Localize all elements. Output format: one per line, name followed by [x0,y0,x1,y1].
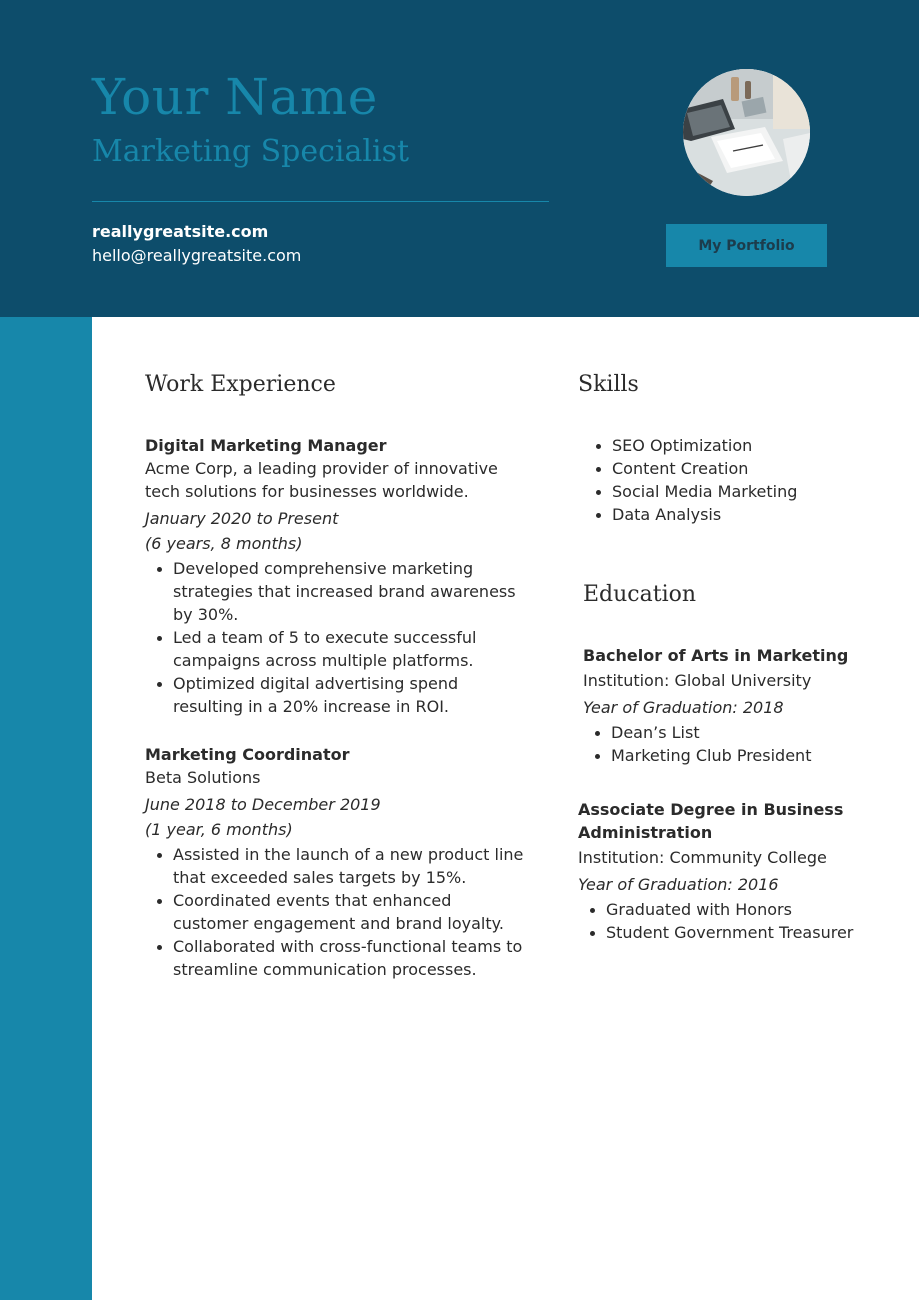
degree-title: Associate Degree in Business Administration [578,800,844,842]
job-role: Marketing Specialist [92,134,410,169]
list-item: Coordinated events that enhanced customer engagement and brand loyalty. [145,889,530,935]
list-item: Social Media Marketing [584,480,874,503]
job-dates: January 2020 to Present [145,509,339,528]
skills-bullets [584,434,874,526]
list-item: Assisted in the launch of a new product line that exceeded sales targets by 15%. [145,843,530,889]
job-company: Acme Corp, a leading provider of innovative tech solutions for businesses worldwide. [145,459,498,501]
list-item: Marketing Club President [583,744,873,767]
job-duration: (1 year, 6 months) [145,820,293,839]
degree-year: Year of Graduation: 2016 [578,875,779,894]
profile-photo [683,69,810,196]
work-experience-list [145,434,530,981]
degree-bullets [583,721,873,767]
job-entry [145,743,530,981]
degree-institution: Institution: Community College [578,848,827,867]
workspace-photo-icon [683,69,810,196]
list-item: Collaborated with cross-functional teams to streamline communication processes. [145,935,530,981]
list-item: Graduated with Honors [578,898,868,921]
list-item: Dean’s List [583,721,873,744]
list-item: Led a team of 5 to execute successful campaigns across multiple platforms. [145,626,530,672]
skills-heading: Skills [578,372,639,397]
list-item: Content Creation [584,457,874,480]
list-item: Data Analysis [584,503,874,526]
education-entry [578,798,868,944]
left-accent-bar [0,317,92,1300]
list-item: Optimized digital advertising spend resulting in a 20% increase in ROI. [145,672,530,718]
degree-year: Year of Graduation: 2018 [583,698,784,717]
portfolio-button[interactable]: My Portfolio [666,224,827,267]
list-item: Student Government Treasurer [578,921,868,944]
skills-list [584,434,874,526]
degree-title: Bachelor of Arts in Marketing [583,646,849,665]
job-title: Digital Marketing Manager [145,436,387,455]
job-bullets [145,557,530,718]
education-entry [583,644,873,767]
job-dates: June 2018 to December 2019 [145,795,381,814]
job-bullets [145,843,530,981]
email-link[interactable]: hello@reallygreatsite.com [92,246,302,265]
degree-bullets [578,898,868,944]
list-item: SEO Optimization [584,434,874,457]
education-heading: Education [583,582,697,607]
header-divider [92,201,549,202]
person-name: Your Name [92,68,378,126]
header-banner [0,0,919,317]
degree-institution: Institution: Global University [583,671,812,690]
job-entry [145,434,530,718]
list-item: Developed comprehensive marketing strategies that increased brand awareness by 30%. [145,557,530,626]
job-company: Beta Solutions [145,768,261,787]
website-link[interactable]: reallygreatsite.com [92,222,269,241]
work-experience-heading: Work Experience [145,372,336,397]
job-title: Marketing Coordinator [145,745,350,764]
job-duration: (6 years, 8 months) [145,534,303,553]
